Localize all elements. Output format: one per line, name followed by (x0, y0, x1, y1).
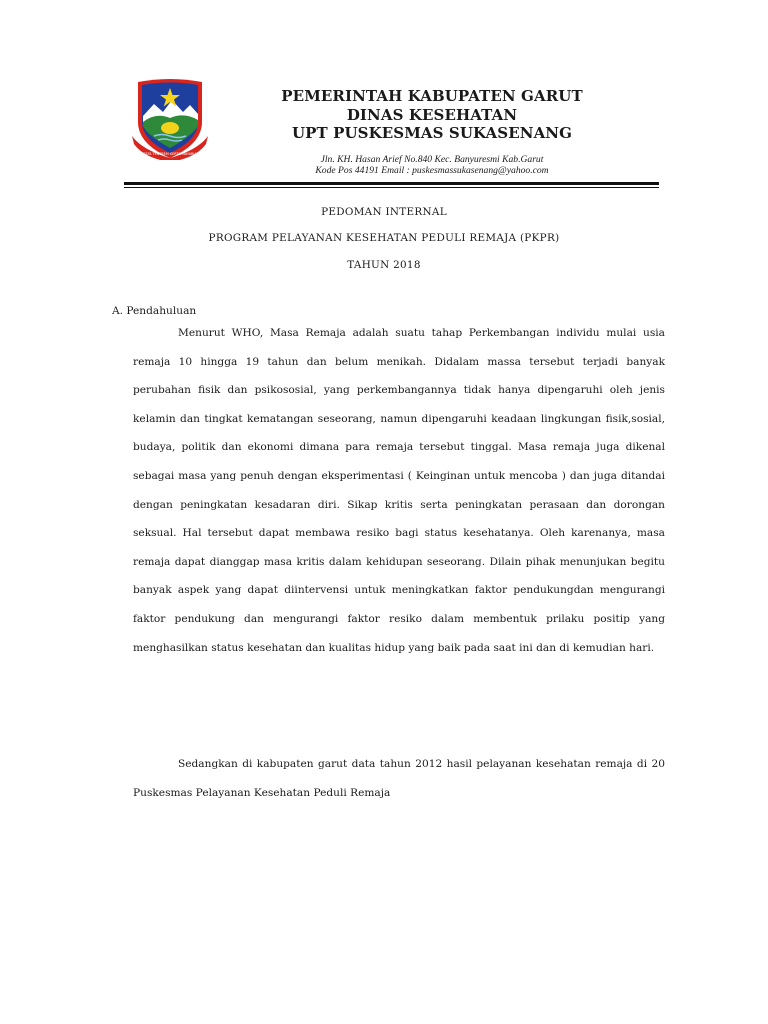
section-heading (112, 305, 196, 318)
letterhead-unit: UPT PUSKESMAS SUKASENANG (291, 124, 573, 142)
kabupaten-garut-crest-logo (132, 78, 208, 160)
document-title: PEDOMAN INTERNAL (321, 206, 447, 218)
section-title: Pendahuluan (126, 305, 197, 317)
document-subtitle: PROGRAM PELAYANAN KESEHATAN PEDULI REMAJA (PKPR) (208, 232, 560, 244)
document-year: TAHUN 2018 (347, 259, 421, 271)
logo-motto-text: TATA TENTREM KERTA RAHARJA (143, 152, 197, 156)
letterhead (220, 87, 644, 176)
section-number: A. (112, 305, 124, 317)
letterhead-address: Jln. KH. Hasan Arief No.840 Kec. Banyuresmi Kab.Garut (320, 153, 544, 165)
body-paragraph-1: Menurut WHO, Masa Remaja adalah suatu tahap Perkembangan individu mulai usia remaja 10 hingga 19 tahun dan belum menikah. Didalam massa tersebut terjadi banyak perubahan fisik dan psikososial, yang perkembangannya tidak hanya dipengaruhi oleh jenis kelamin dan tingkat kematangan seseorang, namun dipengaruhi keadaan lingkungan fisik,sosial, budaya, politik dan ekonomi dimana para remaja tersebut tinggal. Masa remaja juga dikenal sebagai masa yang penuh dengan eksperimentasi ( Keinginan untuk mencoba ) dan juga ditandai dengan peningkatan kesadaran diri. Sikap kritis serta peningkatan perasaan dan dorongan seksual. Hal tersebut dapat membawa resiko bagi status kesehatanya. Oleh karenanya, masa remaja dapat dianggap masa kritis dalam kehidupan seseorang. Dilain pihak menunjukan begitu banyak aspek yang dapat diintervensi untuk meningkatkan faktor pendukungdan mengurangi faktor pendukung dan mengurangi faktor resiko dalam membentuk prilaku positip yang menghasilkan status kesehatan dan kualitas hidup yang baik pada saat ini dan di kemudian hari. (133, 327, 665, 654)
letterhead-government: PEMERINTAH KABUPATEN GARUT (281, 87, 583, 105)
body-paragraph-2: Sedangkan di kabupaten garut data tahun 2012 hasil pelayanan kesehatan remaja di 20 Puskesmas Pelayanan Kesehatan Peduli Remaja (133, 758, 665, 799)
letterhead-department: DINAS KESEHATAN (346, 105, 518, 124)
letterhead-divider-thick (124, 182, 659, 185)
letterhead-divider-thin (124, 187, 659, 188)
document-title-block (110, 206, 658, 272)
letterhead-postal-email: Kode Pos 44191 Email : puskesmassukasenang@yahoo.com (315, 164, 549, 176)
